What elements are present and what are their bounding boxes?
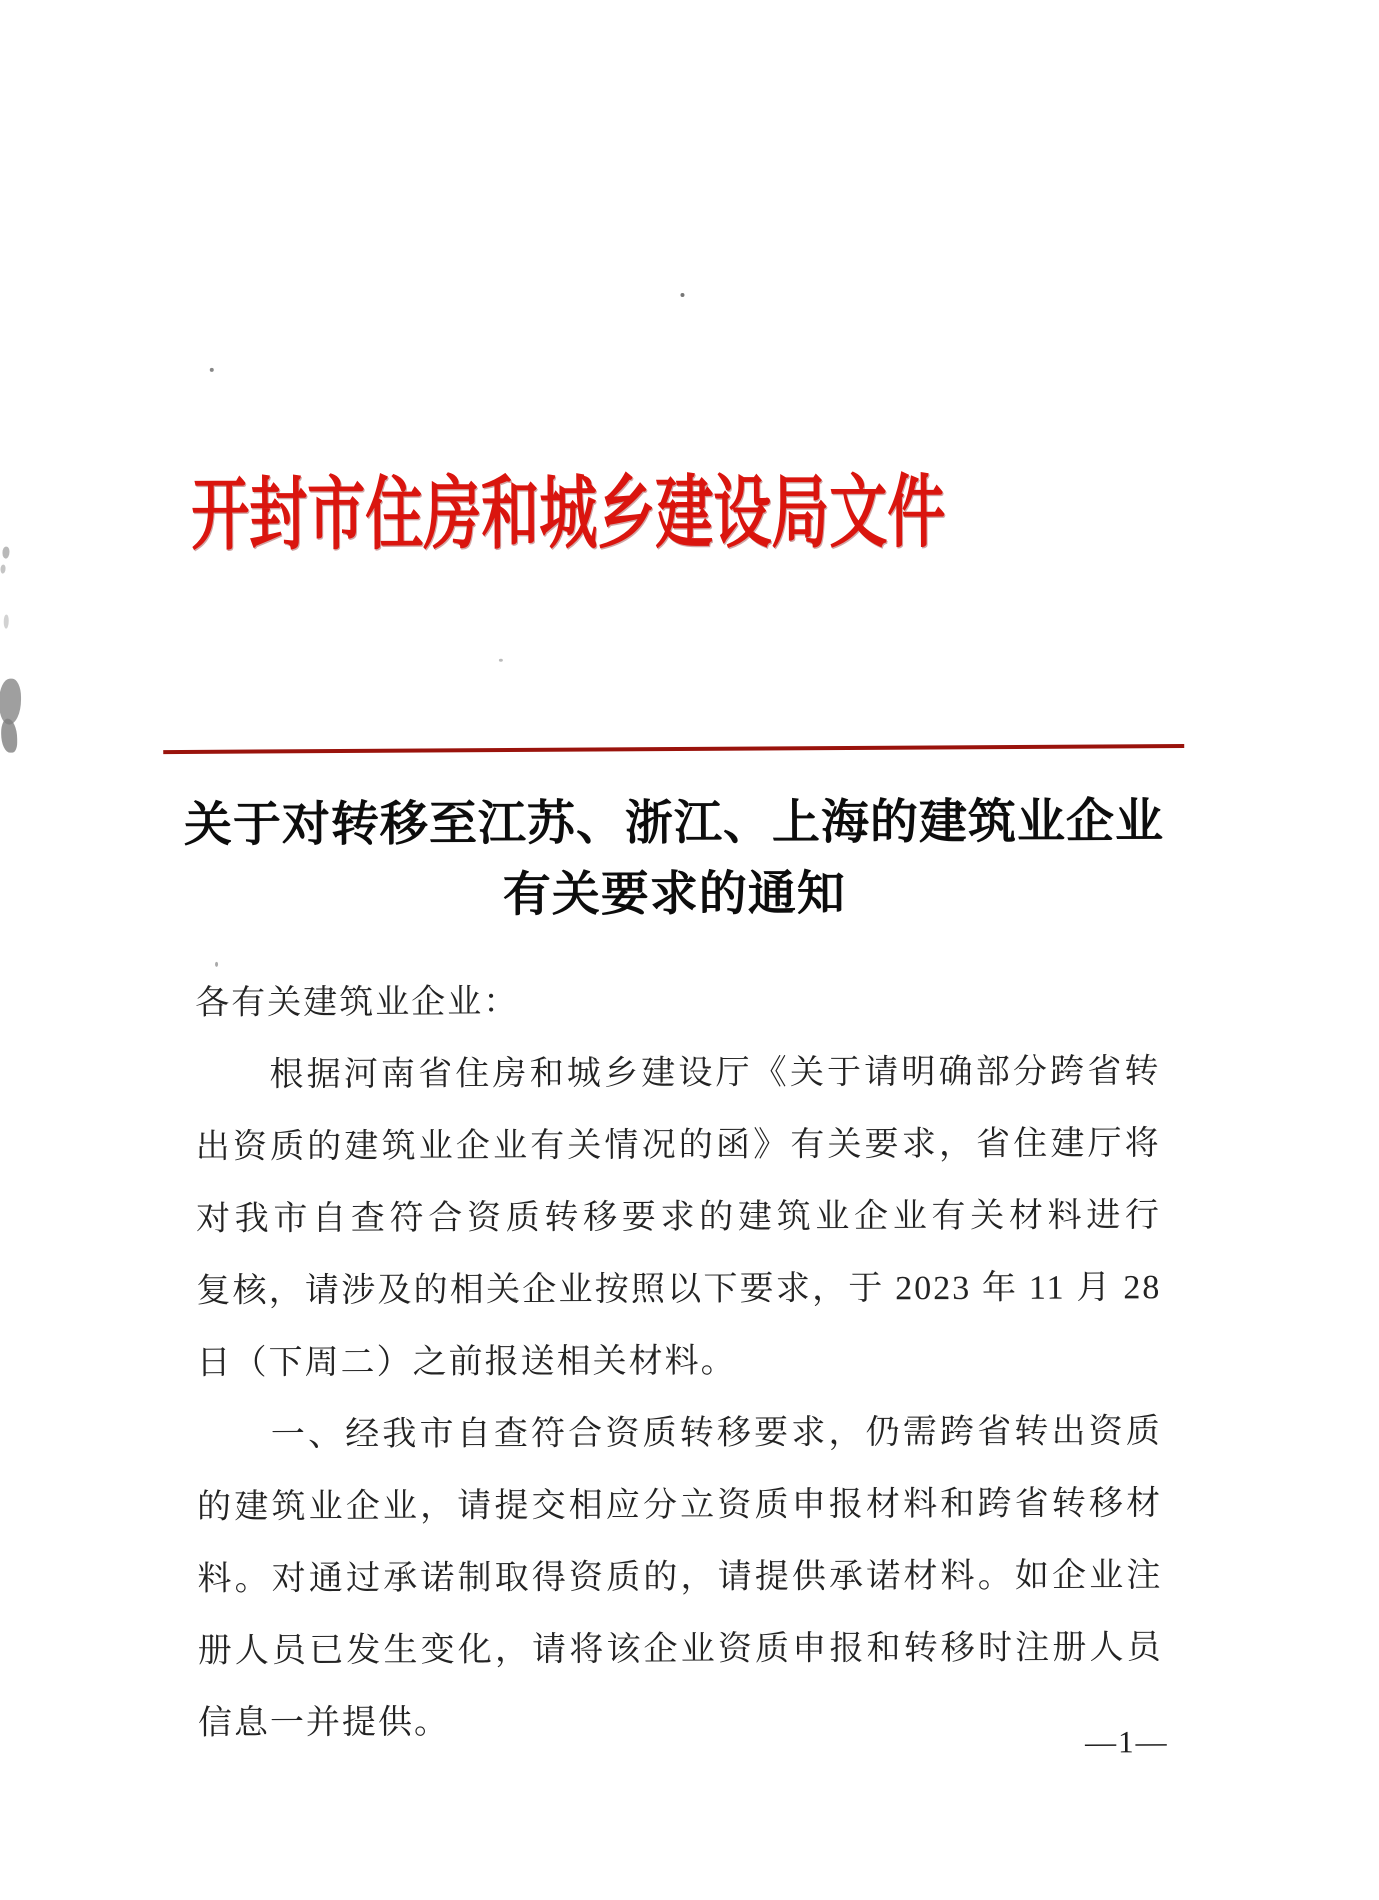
org-letterhead-title: 开封市住房和城乡建设局文件 [191, 467, 946, 561]
scan-smudge [1, 719, 17, 753]
body-line: 料。对通过承诺制取得资质的，请提供承诺材料。如企业注 [197, 1557, 1163, 1598]
body-line: 的建筑业企业，请提交相应分立资质申报材料和跨省转移材 [197, 1485, 1163, 1526]
body-line: 日（下周二）之前报送相关材料。 [196, 1342, 737, 1382]
red-divider-rule [163, 744, 1184, 754]
body-line: 册人员已发生变化，请将该企业资质申报和转移时注册人员 [197, 1629, 1163, 1670]
scan-smudge [0, 679, 21, 725]
scan-speck [680, 293, 684, 297]
body-line: 根据河南省住房和城乡建设厅《关于请明确部分跨省转 [269, 1053, 1161, 1094]
body-line: 一、经我市自查符合资质转移要求，仍需跨省转出资质 [270, 1413, 1162, 1454]
body-line: 信息一并提供。 [197, 1703, 451, 1742]
scan-smudge [4, 615, 9, 629]
body-line: 对我市自查符合资质转移要求的建筑业企业有关材料进行 [195, 1197, 1162, 1238]
page-number: —1— [1084, 1724, 1169, 1760]
scan-smudge [2, 547, 9, 559]
document-title [163, 786, 1185, 932]
paragraphs [195, 1036, 1163, 1760]
title-line-2: 有关要求的通知 [502, 867, 846, 922]
salutation: 各有关建筑业企业： [195, 983, 520, 1022]
scan-speck [215, 962, 218, 967]
scan-speck [499, 659, 503, 662]
scan-speck [210, 368, 214, 372]
document-body [195, 964, 1163, 1760]
body-line: 复核，请涉及的相关企业按照以下要求，于 2023 年 11 月 28 [196, 1269, 1162, 1310]
scan-smudge [1, 565, 6, 574]
body-line: 出资质的建筑业企业有关情况的函》有关要求，省住建厅将 [195, 1125, 1161, 1166]
title-line-1: 关于对转移至江苏、浙江、上海的建筑业企业 [183, 795, 1165, 852]
